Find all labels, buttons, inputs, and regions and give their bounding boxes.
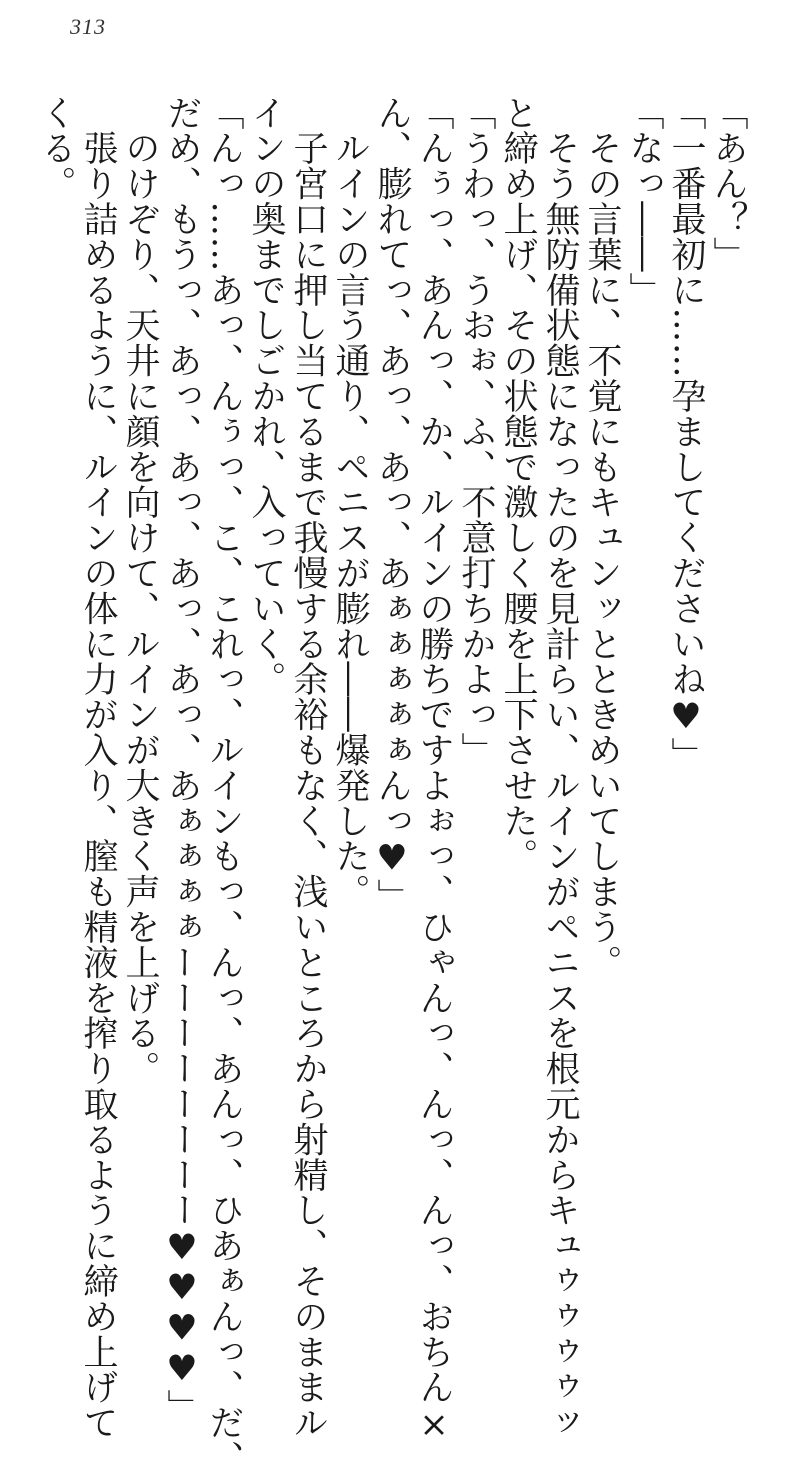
text-line: 「あん？」 xyxy=(708,95,748,272)
text-line: そう無防備状態になったのを見計らい、ルインがペニスを根元からキュゥゥゥゥッ xyxy=(540,95,580,1441)
text-line: 「なっ――」 xyxy=(624,95,664,308)
page-number: 313 xyxy=(70,14,106,39)
text-line: 「んっ……あっ、んぅっ、こ、これっ、ルインもっ、んっ、あんっ、ひあぁんっ、だ、 xyxy=(204,95,244,1476)
text-line: と締め上げ、その状態で激しく腰を上下させた。 xyxy=(498,95,538,874)
text-line: 「んぅっ、あんっ、か、ルインの勝ちですよぉっ、ひゃんっ、んっ、んっ、おちん× xyxy=(414,95,454,1446)
text-line: 「うわっ、うおぉ、ふ、不意打ちかよっ」 xyxy=(456,95,496,768)
text-line: 「一番最初に……孕ましてくださいね♥」 xyxy=(666,95,706,773)
text-line: くる。 xyxy=(36,95,76,202)
novel-body-text xyxy=(35,95,749,1476)
text-line: のけぞり、天井に顔を向けて、ルインが大きく声を上げる。 xyxy=(120,95,160,1087)
text-line: ルインの言う通り、ペニスが膨れ――爆発した。 xyxy=(330,95,370,910)
text-line: インの奥までしごかれ、入っていく。 xyxy=(246,95,286,697)
text-line: 張り詰めるように、ルインの体に力が入り、膣も精液を搾り取るように締め上げて xyxy=(78,95,118,1441)
text-line: その言葉に、不覚にもキュンッとときめいてしまう。 xyxy=(582,95,622,980)
text-line: 子宮口に押し当てるまで我慢する余裕もなく、浅いところから射精し、そのままル xyxy=(288,95,328,1441)
text-line: ん、膨れてっ、あっ、あっ、あぁぁぁぁぁんっ♥」 xyxy=(372,95,412,915)
text-line: だめ、もうっ、あっ、あっ、あっ、あっ、あぁぁぁぁーーーーーーーー♥♥♥♥」 xyxy=(162,95,202,1425)
